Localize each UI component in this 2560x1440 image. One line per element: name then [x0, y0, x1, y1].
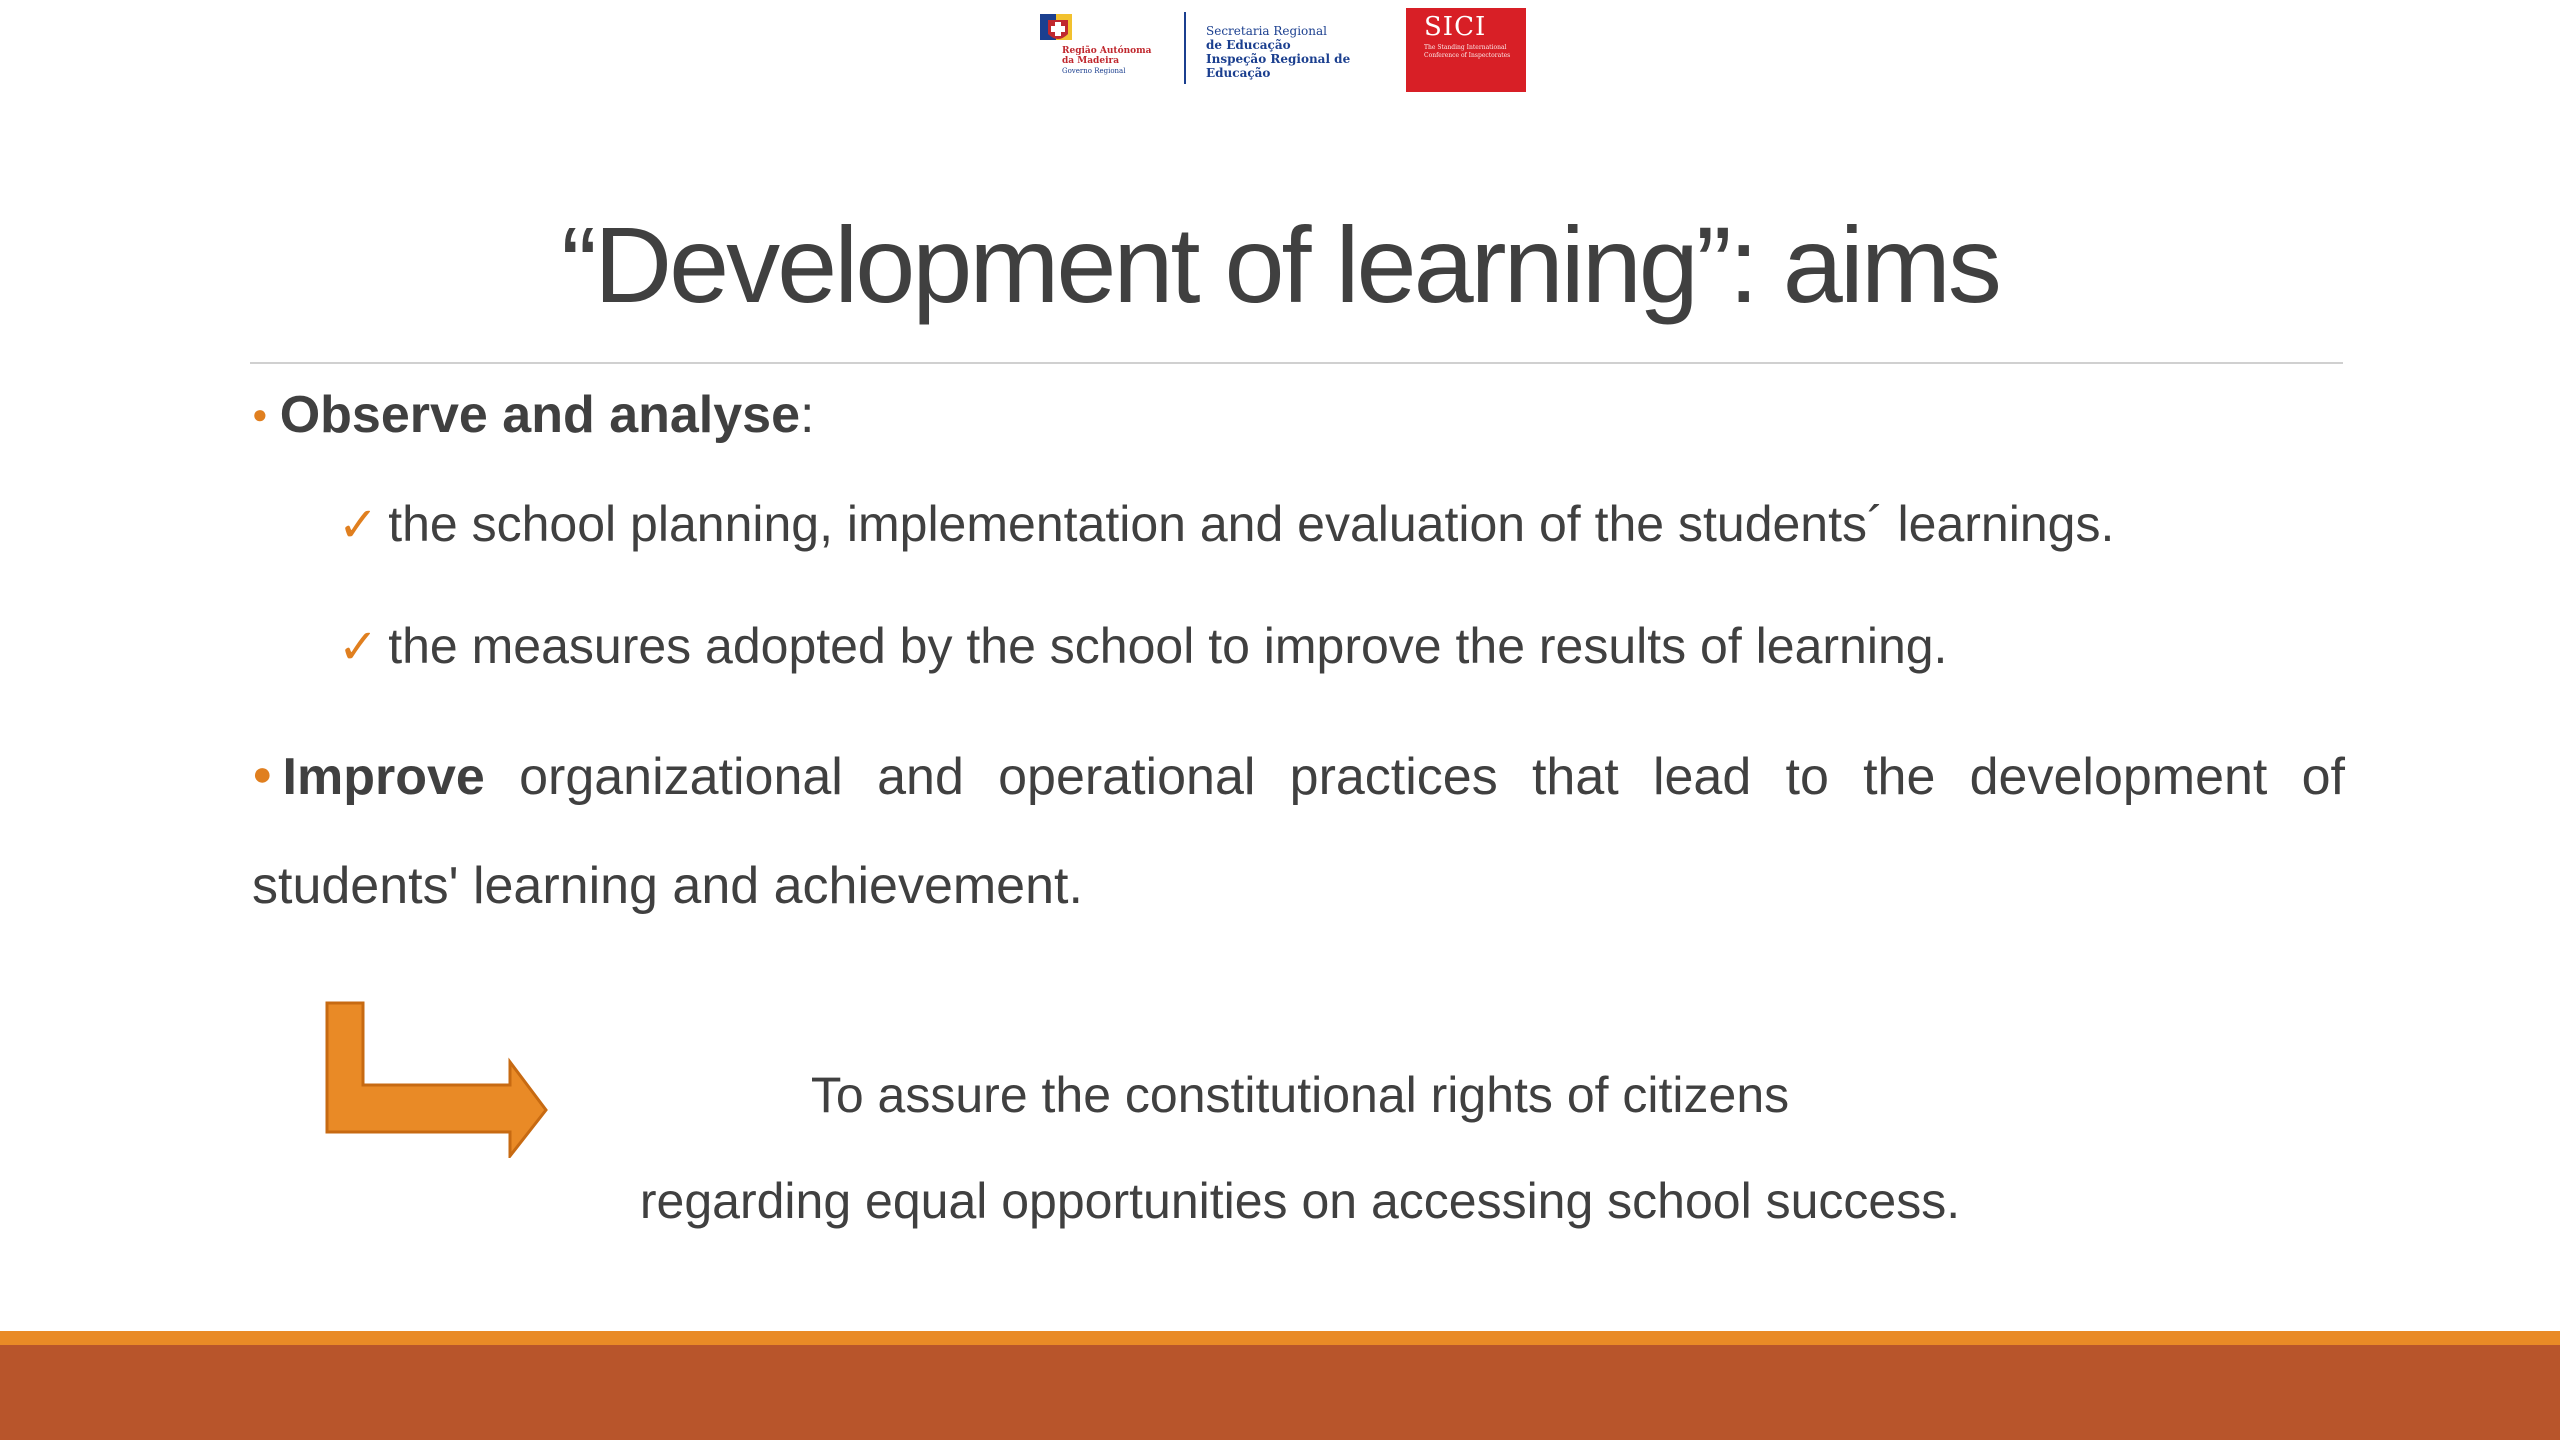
- footer-band: [0, 1345, 2560, 1440]
- bullet1-suffix: :: [800, 386, 815, 444]
- madeira-government-logo: [1038, 8, 1188, 92]
- sre-line3: Inspeção Regional de Educação: [1206, 52, 1351, 80]
- title-divider: [250, 362, 2343, 364]
- sici-title: SICI: [1424, 12, 1487, 42]
- check-item-measures: [338, 610, 1947, 684]
- conclusion-line1: To assure the constitutional rights of citizens: [810, 1067, 1790, 1123]
- footer-accent-stripe: [0, 1331, 2560, 1345]
- check-item2-text: the measures adopted by the school to improve the results of learning.: [388, 618, 1948, 674]
- sre-line2: de Educação: [1206, 38, 1291, 52]
- bullet-dot-icon: ●: [252, 399, 268, 430]
- check-item-planning: [338, 488, 2114, 562]
- secretaria-regional-logo: [1206, 24, 1401, 80]
- madeira-line1: Região Autónoma: [1062, 46, 1152, 56]
- bullet-dot-icon: ●: [252, 755, 273, 794]
- header-logos: [1038, 8, 1528, 92]
- logo-divider: [1184, 12, 1186, 84]
- checkmark-icon: ✓: [338, 621, 379, 674]
- sici-subtitle: The Standing International Conference of Inspectorates: [1424, 44, 1511, 59]
- madeira-line3: Governo Regional: [1062, 67, 1126, 75]
- slide-title: “Development of learning”: aims: [561, 204, 1999, 325]
- sre-line1: Secretaria Regional: [1206, 24, 1328, 38]
- madeira-logo-text: [1062, 46, 1192, 76]
- sici-logo: [1406, 8, 1526, 92]
- bullet-improve: [252, 724, 2345, 939]
- bullet1-bold-text: Observe and analyse: [279, 386, 800, 444]
- checkmark-icon: ✓: [338, 499, 379, 552]
- bent-arrow-icon: [322, 998, 552, 1158]
- conclusion-line2: regarding equal opportunities on accessing school success.: [639, 1173, 1961, 1229]
- bullet2-text: organizational and operational practices that lead to the development of students' learning and achievement.: [252, 748, 2345, 916]
- bullet-observe-analyse: [252, 376, 814, 457]
- bullet2-bold-text: Improve: [282, 748, 485, 806]
- check-item1-text: the school planning, implementation and evaluation of the students´ learnings.: [388, 496, 2115, 552]
- madeira-line2: da Madeira: [1062, 56, 1120, 66]
